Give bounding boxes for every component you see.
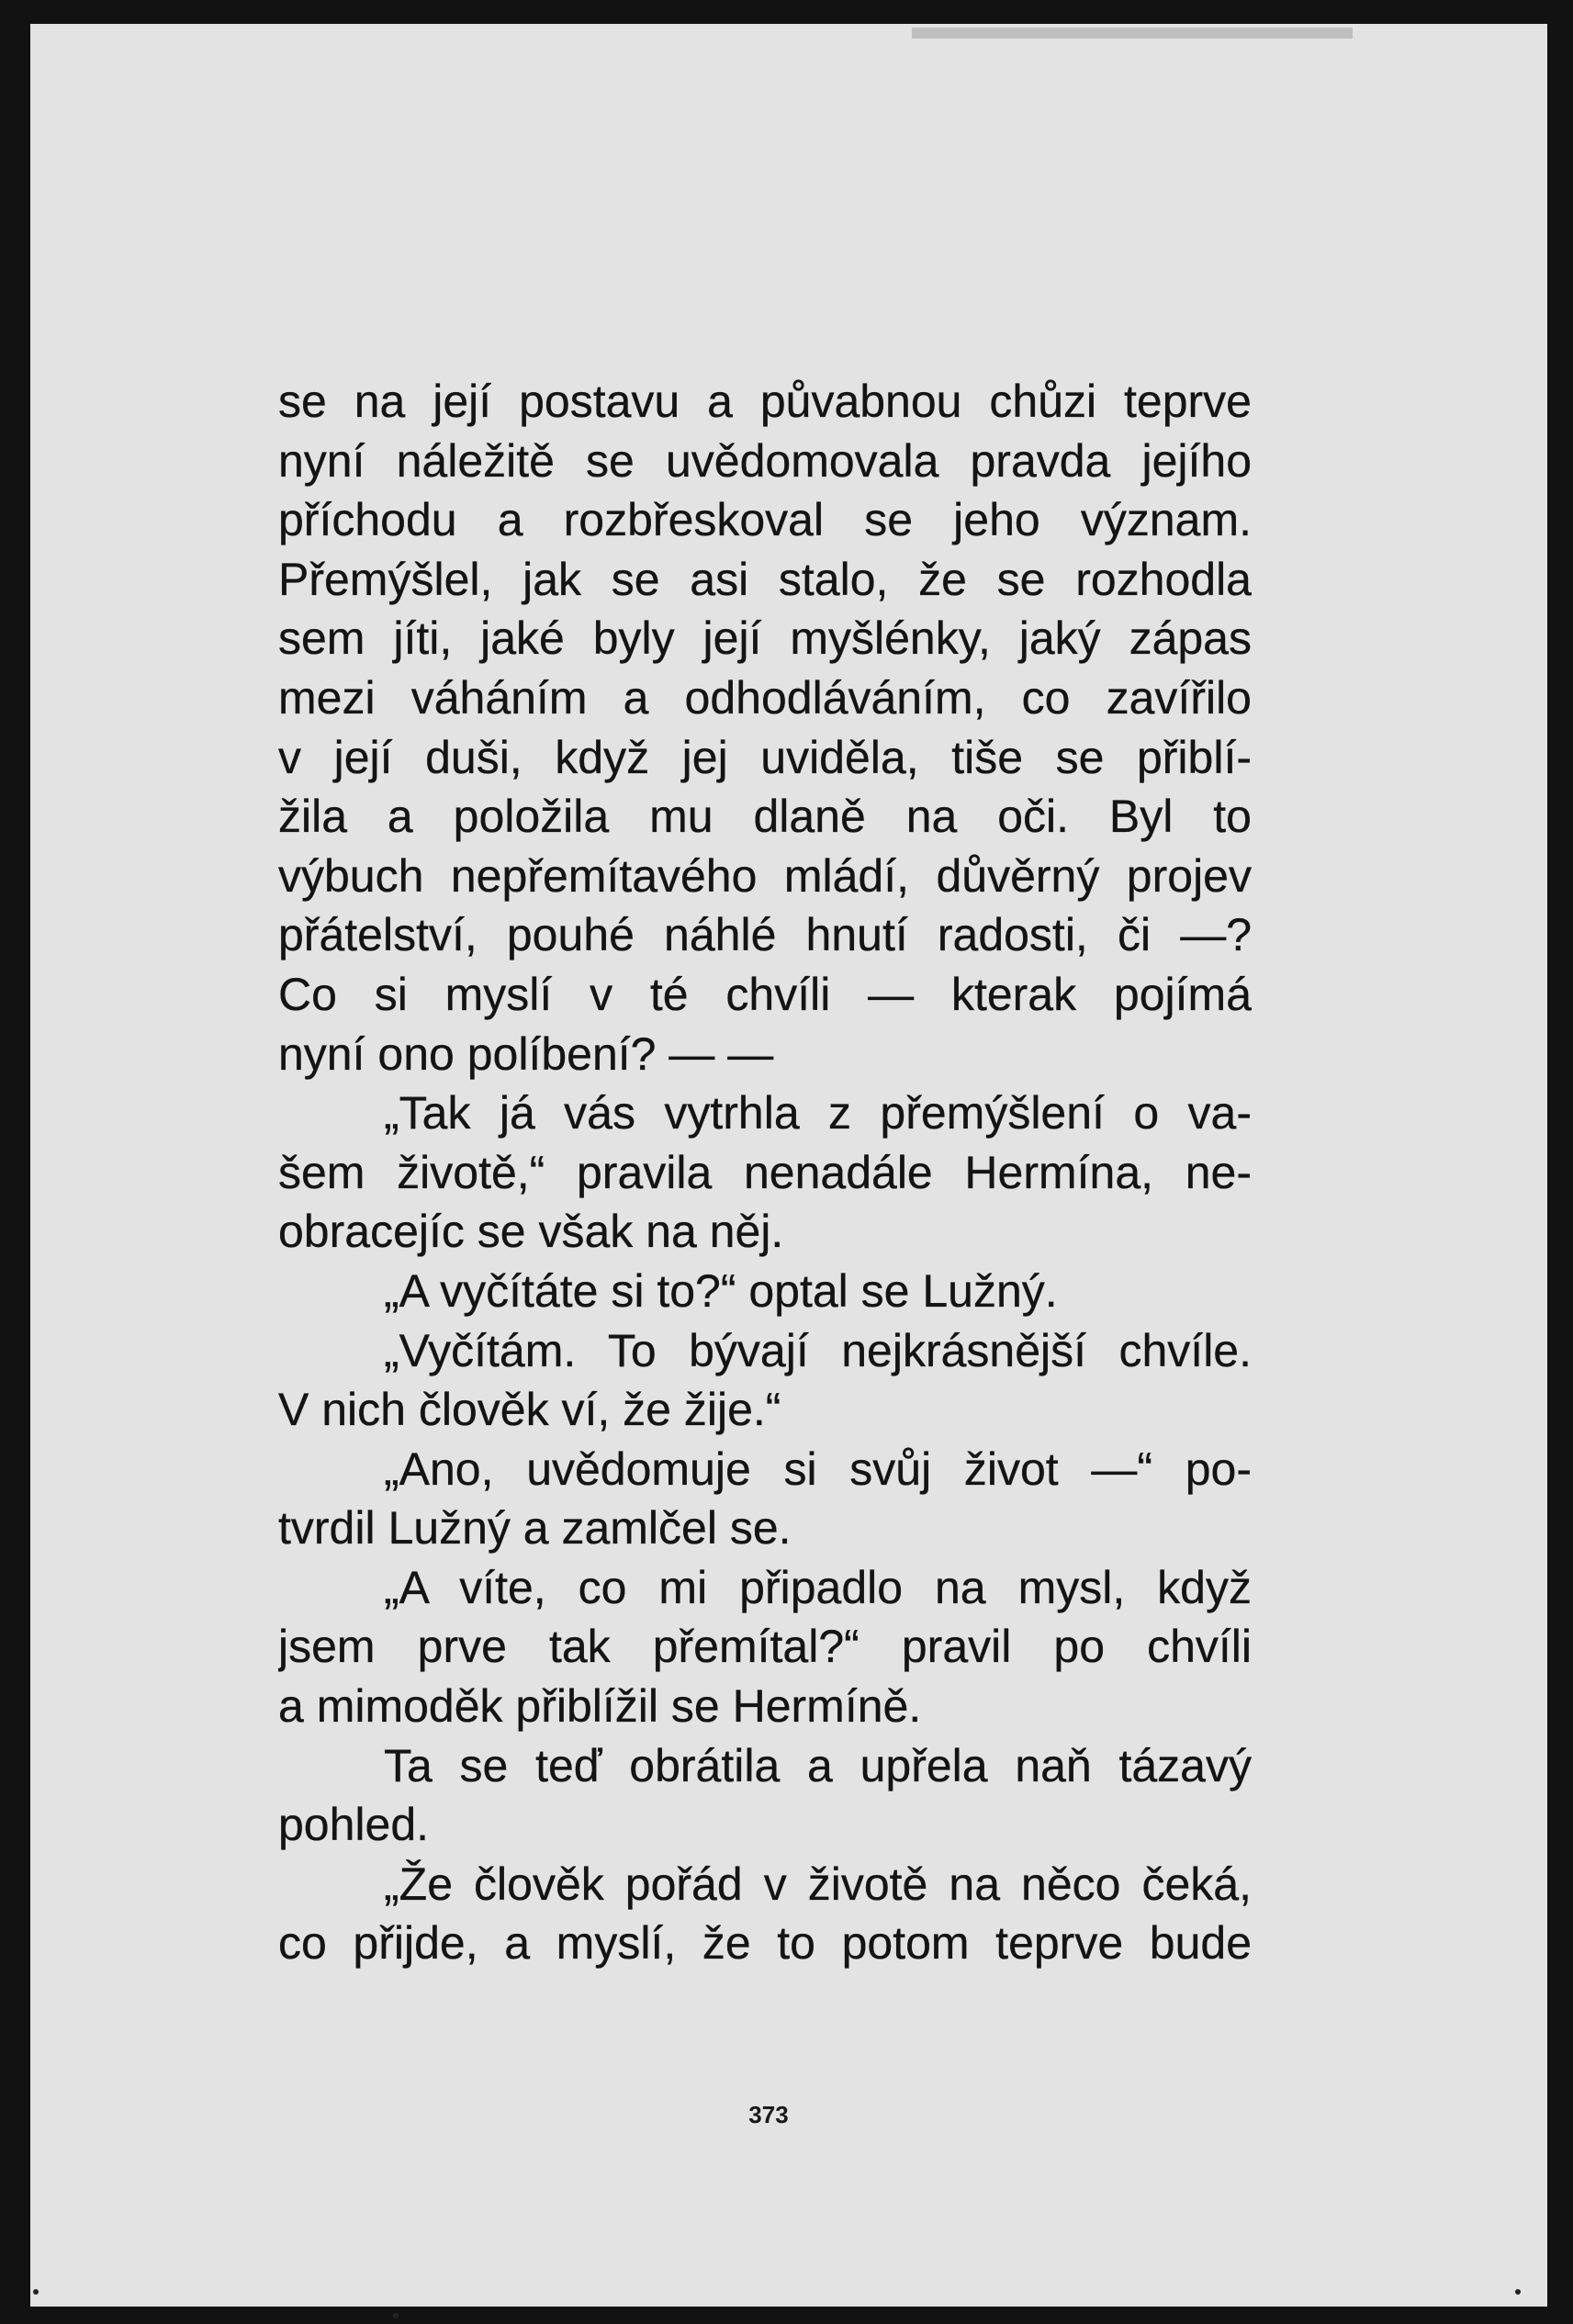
scan-speck bbox=[393, 2313, 399, 2318]
text-line: v její duši, když jej uviděla, tiše se přiblí- bbox=[278, 731, 1252, 783]
page-number: 373 bbox=[748, 2101, 789, 2128]
page-top-edge-shadow bbox=[912, 28, 1353, 39]
text-line: příchodu a rozbřeskoval se jeho význam. bbox=[278, 494, 1252, 546]
text-line: a mimoděk přiblížil se Hermíně. bbox=[278, 1680, 922, 1733]
text-line: mezi váháním a odhodláváním, co zavířilo bbox=[278, 671, 1252, 724]
text-line: žila a položila mu dlaně na oči. Byl to bbox=[278, 791, 1252, 843]
text-line: výbuch nepřemítavého mládí, důvěrný projev bbox=[278, 849, 1252, 902]
body-text bbox=[278, 372, 1252, 1973]
text-line: „Ano, uvědomuje si svůj život —“ po- bbox=[384, 1443, 1252, 1495]
text-line: „A vyčítáte si to?“ optal se Lužný. bbox=[384, 1264, 1058, 1317]
text-line: nyní náležitě se uvědomovala pravda jejího bbox=[278, 434, 1252, 487]
text-line: co přijde, a myslí, že to potom teprve bude bbox=[278, 1917, 1252, 1970]
scan-speck bbox=[33, 2289, 39, 2295]
text-line: „Tak já vás vytrhla z přemýšlení o va- bbox=[384, 1087, 1252, 1140]
text-line: sem jíti, jaké byly její myšlénky, jaký zápas bbox=[278, 612, 1252, 665]
scan-speck bbox=[1515, 2289, 1521, 2295]
text-line: „Vyčítám. To bývají nejkrásnější chvíle. bbox=[384, 1324, 1252, 1376]
text-line: Ta se teď obrátila a upřela naň tázavý bbox=[384, 1739, 1252, 1791]
text-line: „Že člověk pořád v životě na něco čeká, bbox=[384, 1858, 1252, 1910]
text-line: pohled. bbox=[278, 1799, 430, 1851]
text-line: V nich člověk ví, že žije.“ bbox=[278, 1384, 781, 1436]
text-line: tvrdil Lužný a zamlčel se. bbox=[278, 1502, 792, 1555]
text-line: nyní ono políbení? — — bbox=[278, 1027, 774, 1080]
text-line: se na její postavu a půvabnou chůzi teprve bbox=[278, 376, 1252, 427]
text-line: šem životě,“ pravila nenadále Hermína, ne- bbox=[278, 1146, 1252, 1198]
text-line: Co si myslí v té chvíli — kterak pojímá bbox=[278, 968, 1252, 1020]
text-line: „A víte, co mi připadlo na mysl, když bbox=[384, 1561, 1252, 1613]
text-line: přátelství, pouhé náhlé hnutí radosti, či —? bbox=[278, 909, 1252, 961]
text-line: jsem prve tak přemítal?“ pravil po chvíli bbox=[278, 1621, 1252, 1673]
text-line: Přemýšlel, jak se asi stalo, že se rozhodla bbox=[278, 553, 1252, 605]
text-line: obracejíc se však na něj. bbox=[278, 1206, 784, 1258]
